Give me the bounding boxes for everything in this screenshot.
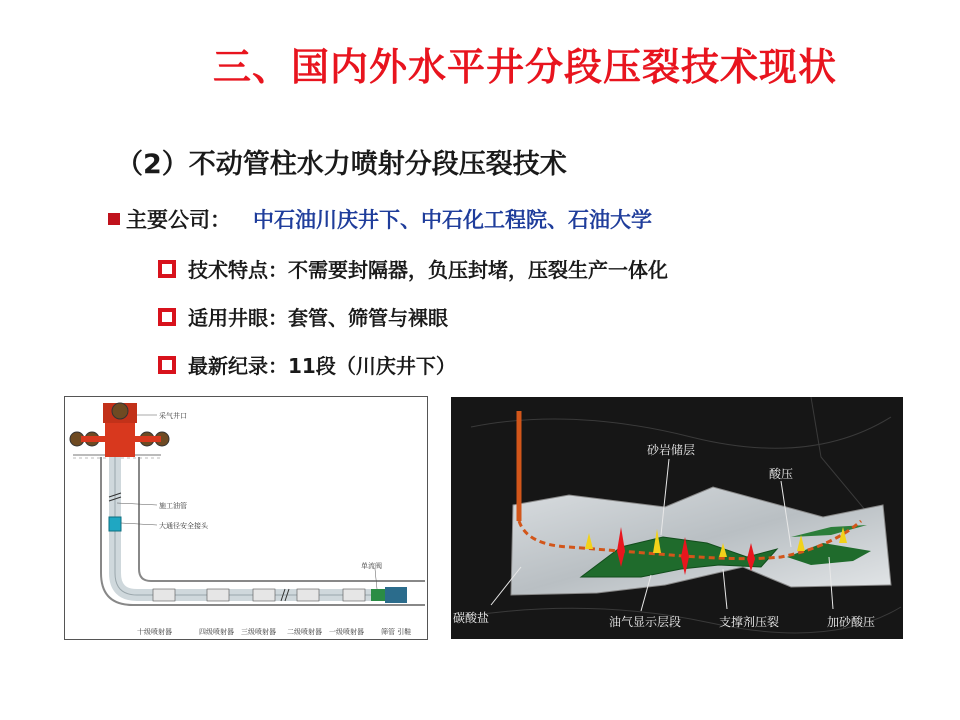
company-row bbox=[108, 204, 652, 234]
label-jet-4: 四级喷射器 bbox=[199, 628, 234, 636]
label-check-valve: 单流阀 bbox=[361, 562, 382, 570]
bullet-item-wellbore bbox=[158, 302, 448, 331]
label-proppant-frac: 支撑剂压裂 bbox=[719, 615, 780, 629]
bullet-item-feature bbox=[158, 254, 668, 283]
label-sandstone-reservoir: 砂岩储层 bbox=[647, 443, 696, 457]
label-jet-3: 三级喷射器 bbox=[241, 628, 276, 636]
label-safety-joint: 大通径安全接头 bbox=[159, 522, 208, 530]
tool-string-drawing bbox=[65, 397, 429, 641]
reservoir-fracture-diagram bbox=[451, 397, 903, 639]
slide-title: 三、国内外水平井分段压裂技术现状 bbox=[212, 45, 837, 89]
label-screen-shoe: 筛管 引鞋 bbox=[381, 628, 412, 636]
label-wellhead: 采气井口 bbox=[159, 412, 187, 420]
checkbox-bullet-icon bbox=[158, 356, 176, 374]
label-oil-gas-interval: 油气显示层段 bbox=[609, 615, 682, 629]
label-jet-1: 一级喷射器 bbox=[329, 628, 364, 636]
label-sand-acid-frac: 加砂酸压 bbox=[827, 615, 876, 629]
bullet-text: 最新纪录：11段（川庆井下） bbox=[188, 354, 456, 378]
company-label: 主要公司： bbox=[126, 208, 231, 232]
bullet-text: 技术特点：不需要封隔器，负压封堵，压裂生产一体化 bbox=[188, 258, 668, 282]
checkbox-bullet-icon bbox=[158, 260, 176, 278]
bullet-item-record bbox=[158, 350, 456, 379]
reservoir-drawing bbox=[451, 397, 903, 639]
tool-string-diagram bbox=[64, 396, 428, 640]
company-value: 中石油川庆井下、中石化工程院、石油大学 bbox=[253, 208, 652, 232]
label-jet-10: 十级喷射器 bbox=[137, 628, 172, 636]
checkbox-bullet-icon bbox=[158, 308, 176, 326]
label-acid-frac: 酸压 bbox=[769, 467, 794, 481]
bullet-text: 适用井眼：套管、筛管与裸眼 bbox=[188, 306, 448, 330]
label-jet-2: 二级喷射器 bbox=[287, 628, 322, 636]
square-bullet-icon bbox=[108, 213, 120, 225]
label-carbonate: 碳酸盐 bbox=[453, 611, 490, 625]
section-subtitle: （2）不动管柱水力喷射分段压裂技术 bbox=[116, 149, 567, 180]
label-tubing: 施工油管 bbox=[159, 502, 187, 510]
